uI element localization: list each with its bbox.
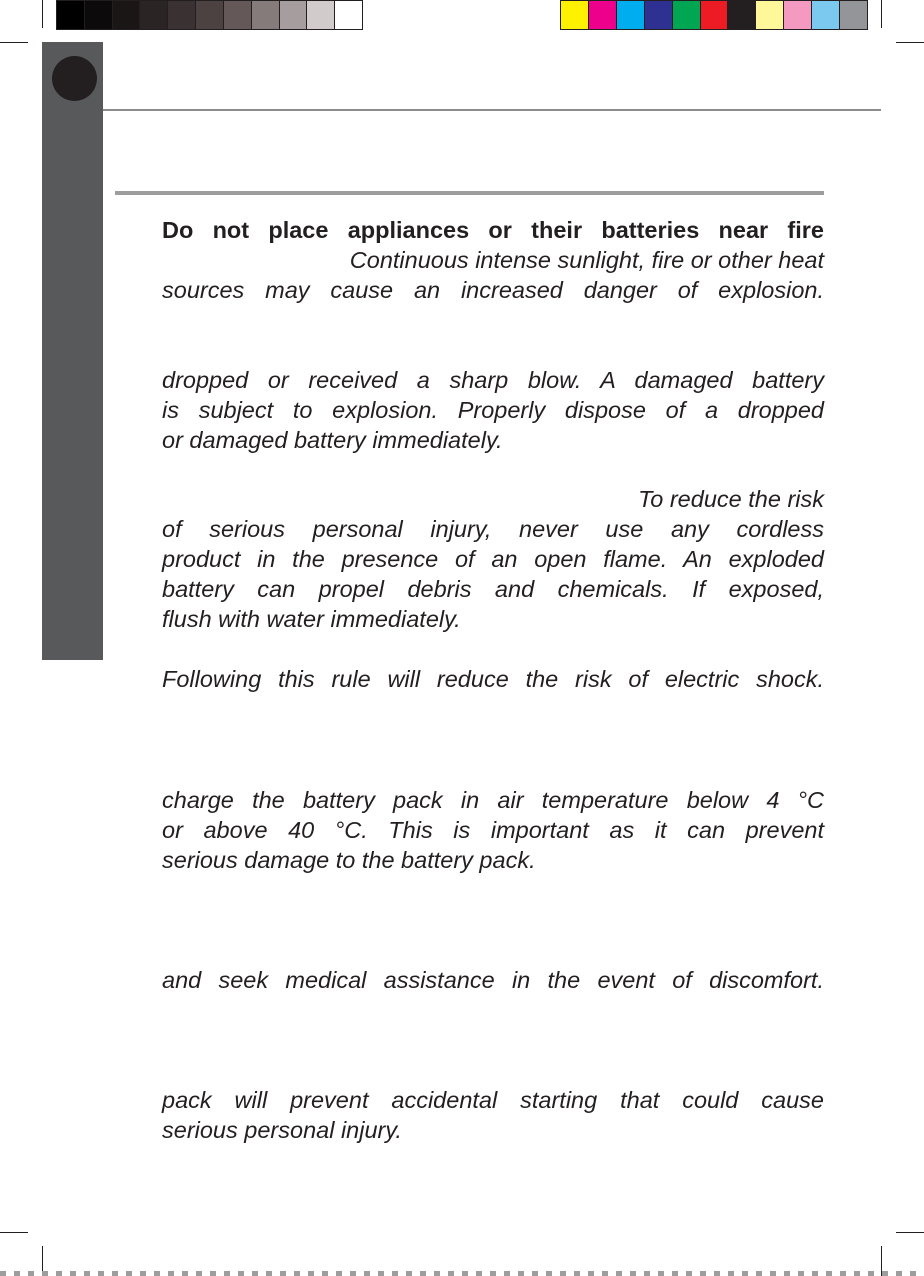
gray-swatch [85, 1, 113, 29]
text-line: product in the presence of an open flame. An exploded [162, 546, 824, 572]
text-line: To reduce the risk [638, 486, 824, 512]
color-swatch [589, 1, 617, 29]
bottom-trim-dash-line [0, 1271, 924, 1276]
crop-mark-bottom-right-h [896, 1232, 924, 1233]
color-swatch [673, 1, 701, 29]
chapter-marker-dot [52, 56, 97, 101]
gray-swatch [280, 1, 308, 29]
color-swatch [756, 1, 784, 29]
heading-fire-warning: Do not place appliances or their batteries near fire [162, 217, 824, 243]
header-rule [103, 109, 881, 111]
color-swatch [617, 1, 645, 29]
process-color-bar [560, 0, 868, 30]
crop-mark-top-right-h [896, 42, 924, 43]
text-line: or damaged battery immediately. [162, 427, 503, 453]
gray-swatch [224, 1, 252, 29]
gray-swatch [57, 1, 85, 29]
gray-swatch [307, 1, 335, 29]
gray-swatch [168, 1, 196, 29]
color-swatch [701, 1, 729, 29]
text-line: of serious personal injury, never use any cordless [162, 516, 824, 542]
text-line: pack will prevent accidental starting that could cause [162, 1087, 824, 1113]
gray-swatch [335, 1, 362, 29]
color-swatch [784, 1, 812, 29]
text-line: serious personal injury. [162, 1117, 402, 1143]
text-line: dropped or received a sharp blow. A damaged battery [162, 367, 824, 393]
gray-swatch [252, 1, 280, 29]
text-line: serious damage to the battery pack. [162, 847, 536, 873]
text-line: sources may cause an increased danger of explosion. [162, 277, 824, 303]
color-swatch [645, 1, 673, 29]
text-line: and seek medical assistance in the event of discomfort. [162, 967, 824, 993]
text-line: battery can propel debris and chemicals. If exposed, [162, 576, 824, 602]
text-line: or above 40 °C. This is important as it can prevent [162, 817, 824, 843]
grayscale-color-bar [56, 0, 363, 30]
crop-mark-top-left-h [0, 42, 28, 43]
gray-swatch [113, 1, 141, 29]
color-swatch [840, 1, 867, 29]
gray-swatch [140, 1, 168, 29]
color-swatch [561, 1, 589, 29]
crop-mark-top-right-v [881, 0, 882, 28]
text-line: is subject to explosion. Properly dispose of a dropped [162, 397, 824, 423]
section-rule [115, 191, 824, 195]
side-thumb-tab [42, 42, 103, 660]
crop-mark-bottom-left-h [0, 1232, 28, 1233]
text-line: flush with water immediately. [162, 606, 461, 632]
text-line: charge the battery pack in air temperature below 4 °C [162, 787, 824, 813]
text-line: Following this rule will reduce the risk of electric shock. [162, 666, 824, 692]
color-swatch [812, 1, 840, 29]
color-swatch [728, 1, 756, 29]
gray-swatch [196, 1, 224, 29]
text-line: Continuous intense sunlight, fire or other heat [349, 247, 824, 273]
crop-mark-top-left-v [42, 0, 43, 28]
